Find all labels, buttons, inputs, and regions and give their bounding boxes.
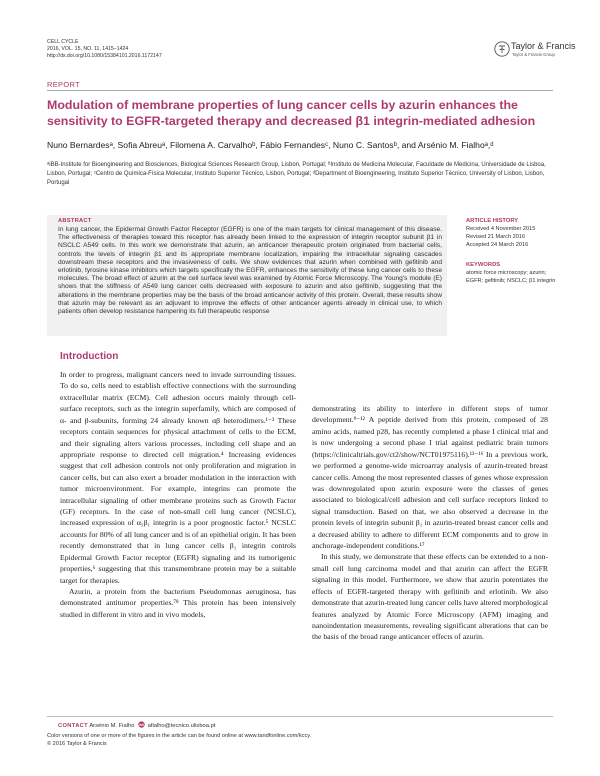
contact-email-link[interactable]: afialho@tecnico.ulisboa.pt	[147, 723, 216, 729]
article-type: REPORT	[47, 80, 80, 89]
history-heading: ARTICLE HISTORY	[466, 218, 519, 224]
affiliations: ᵃiBB-Institute for Bioengineering and Biosciences, Biological Sciences Research Group, Lisbon, Portugal; ᵇInstituto de Medicina Molecular, Faculdade de Medicina, Universidade de Lisboa, Lisbon, Portugal; ᶜCentro de Química-Física Molecular, Instituto Superior Técnico, Lisbon, Portugal; ᵈDepartment of Bioengineering, Instituto Superior Técnico, University of Lisbon, Lisbon, Portugal	[47, 162, 546, 187]
body-column-left	[60, 369, 296, 620]
publisher-subtitle: Taylor & Francis Group	[512, 52, 555, 57]
body-column-right	[312, 403, 548, 643]
received-date: Received 4 November 2015	[466, 226, 536, 232]
paragraph: In order to progress, malignant cancers need to invade surrounding tissues. To do so, cells need to establish effective connections with the surrounding extracellular matrix (ECM). Cell adhesion occurs mainly through cell-surface receptors, such as the integrin superfamily, which are composed of α- and β-subunits, forming 24 already known αβ heterodimers.¹⁻³ These receptors contain sequences for physical attachment of cells to the ECM, and their signaling alters various processes, including cell shape and an appropriate response to directed cell migration.⁴ Increasing evidences suggest that cell adhesion controls not only proliferation and migration in cancer cells, but can also exert a broader modulation in the interaction with tumor microenvironment. For example, integrins can promote the intracellular signaling of other membrane proteins such as Growth Factor (GF) receptors. In the case of non-small cell lung cancer (NCSLC), increased expression of α₅β₁ integrin is a poor prognostic factor.⁵ NCSLC accounts for 80% of all lung cancer and is of an epithelial origin. It has been recently demonstrated that in lung cancer cells β₁ integrin controls Epidermal Growth Factor receptor (EGFR) signaling and its tumorigenic properties,⁶ suggesting that this transmembrane protein may be a suitable target for therapies.	[60, 370, 296, 585]
paragraph: demonstrating its ability to interfere in different steps of tumor development.⁹⁻¹² A peptide derived from this protein, composed of 28 amino acids, named p28, has recently completed a phase I clinical trial and is now undergoing a second phase I trial against pediatric brain tumors (https://clinicaltrials.gov/ct2/show/NCT01975116).¹³⁻¹⁶ In a previous work, we performed a genome-wide microarray analysis of azurin-treated breast cancer cells. Among the most represented classes of genes whose expression was downregulated upon azurin exposure were the classes of genes associated to biological/cell adhesion and cell surface receptors linked to signal transduction. Based on that, we also observed a decrease in the protein levels of integrin subunit β₁ in azurin-treated breast cancer cells and a decreased ability to adhere to different ECM components and to grow in anchorage-independent conditions.¹⁷	[312, 404, 548, 551]
paragraph: In this study, we demonstrate that these effects can be extended to a non-small cell lung carcinoma model and that azurin can affect the EGFR signaling in this model. Furthermore, we show that azurin potentiates the effects of EGFR-targeted therapy with gefitinib and erlotinib. We also demonstrate that azurin-treated lung cancer cells have altered morphological features analyzed by Atomic Force Microscopy (AFM) imaging and nanoindentation measurements, revealing significant alterations that can be the basis of the broad range anticancer effects of azurin.	[312, 552, 548, 642]
section-heading-introduction: Introduction	[60, 351, 119, 362]
journal-doi-link[interactable]: http://dx.doi.org/10.1080/15384101.2016.1172147	[47, 53, 162, 60]
article-title: Modulation of membrane properties of lung cancer cells by azurin enhances the sensitivity to EGFR-targeted therapy and decreased β1 integrin-mediated adhesion	[47, 98, 536, 128]
accepted-date: Accepted 24 March 2016	[466, 241, 529, 248]
keywords-heading: KEYWORDS	[466, 262, 501, 268]
footer-notes	[47, 732, 311, 748]
copyright: © 2016 Taylor & Francis	[47, 741, 107, 747]
abstract-text: In lung cancer, the Epidermal Growth Factor Receptor (EGFR) is one of the main targets for clinical management of this disease. The effectiveness of therapies toward this receptor has already been linked to the expression of integrin receptor subunit β1 in NSCLC A549 cells. In this work we demonstrate that azurin, an anticancer therapeutic protein originated from bacterial cells, controls the levels of integrin β1 and its appropriate membrane localization, impairing the intracellular signaling cascades downstream these receptors and the invasiveness of cells. We show evidences that azurin when combined with gefitinib and erlotinib, tyrosine kinase inhibitors which targets specifically the EGFR, enhances the sensitivity of these lung cancer cells to these molecules. The broad effect of azurin at the cell surface level was examined by Atomic Force Microscopy. The Young's module (E) shows that the stiffness of A549 lung cancer cells decreased with exposure to azurin and also gefitinib, suggesting that the alterations in the membrane properties may be the basis of the broad anticancer activity of this protein. Overall, these results show that azurin may be relevant as an adjuvant to improve the effects of other anticancer agents already in clinical use, to which patients often develop resistance hampering its full therapeutic response	[58, 226, 442, 316]
publisher-name: Taylor & Francis	[511, 41, 576, 51]
contact-name: Arsénio M. Fialho	[89, 723, 135, 729]
contact-label: CONTACT	[58, 723, 89, 729]
footer-divider	[47, 716, 553, 717]
color-versions-note: Color versions of one or more of the figures in the article can be found online at www.tandfonline.com/kccy.	[47, 733, 312, 739]
taylor-francis-logo-icon	[494, 41, 510, 57]
journal-meta	[47, 39, 162, 61]
article-history	[466, 226, 535, 249]
keywords-list: atomic force microscopy; azurin; EGFR; gefitinib; NSCLC; β1 integrin	[466, 270, 556, 284]
abstract-heading: ABSTRACT	[58, 218, 92, 224]
paragraph: Azurin, a protein from the bacterium Pseudomonas aeruginosa, has demonstrated antitumor properties.⁷⁸ This protein has been intensively studied in different in vitro and in vivo models,	[60, 587, 296, 619]
journal-volume: 2016, VOL. 15, NO. 11, 1415–1424	[47, 46, 129, 53]
journal-name: CELL CYCLE	[47, 39, 79, 45]
email-icon	[138, 721, 145, 728]
contact-line	[58, 721, 215, 729]
revised-date: Revised 21 March 2016	[466, 233, 526, 240]
author-list: Nuno Bernardesᵃ, Sofia Abreuᵃ, Filomena A. Carvalhoᵇ, Fábio Fernandesᶜ, Nuno C. Santosᵇ, and Arsénio M. Fialhoᵃ,ᵈ	[47, 140, 494, 150]
header-divider	[47, 90, 553, 91]
